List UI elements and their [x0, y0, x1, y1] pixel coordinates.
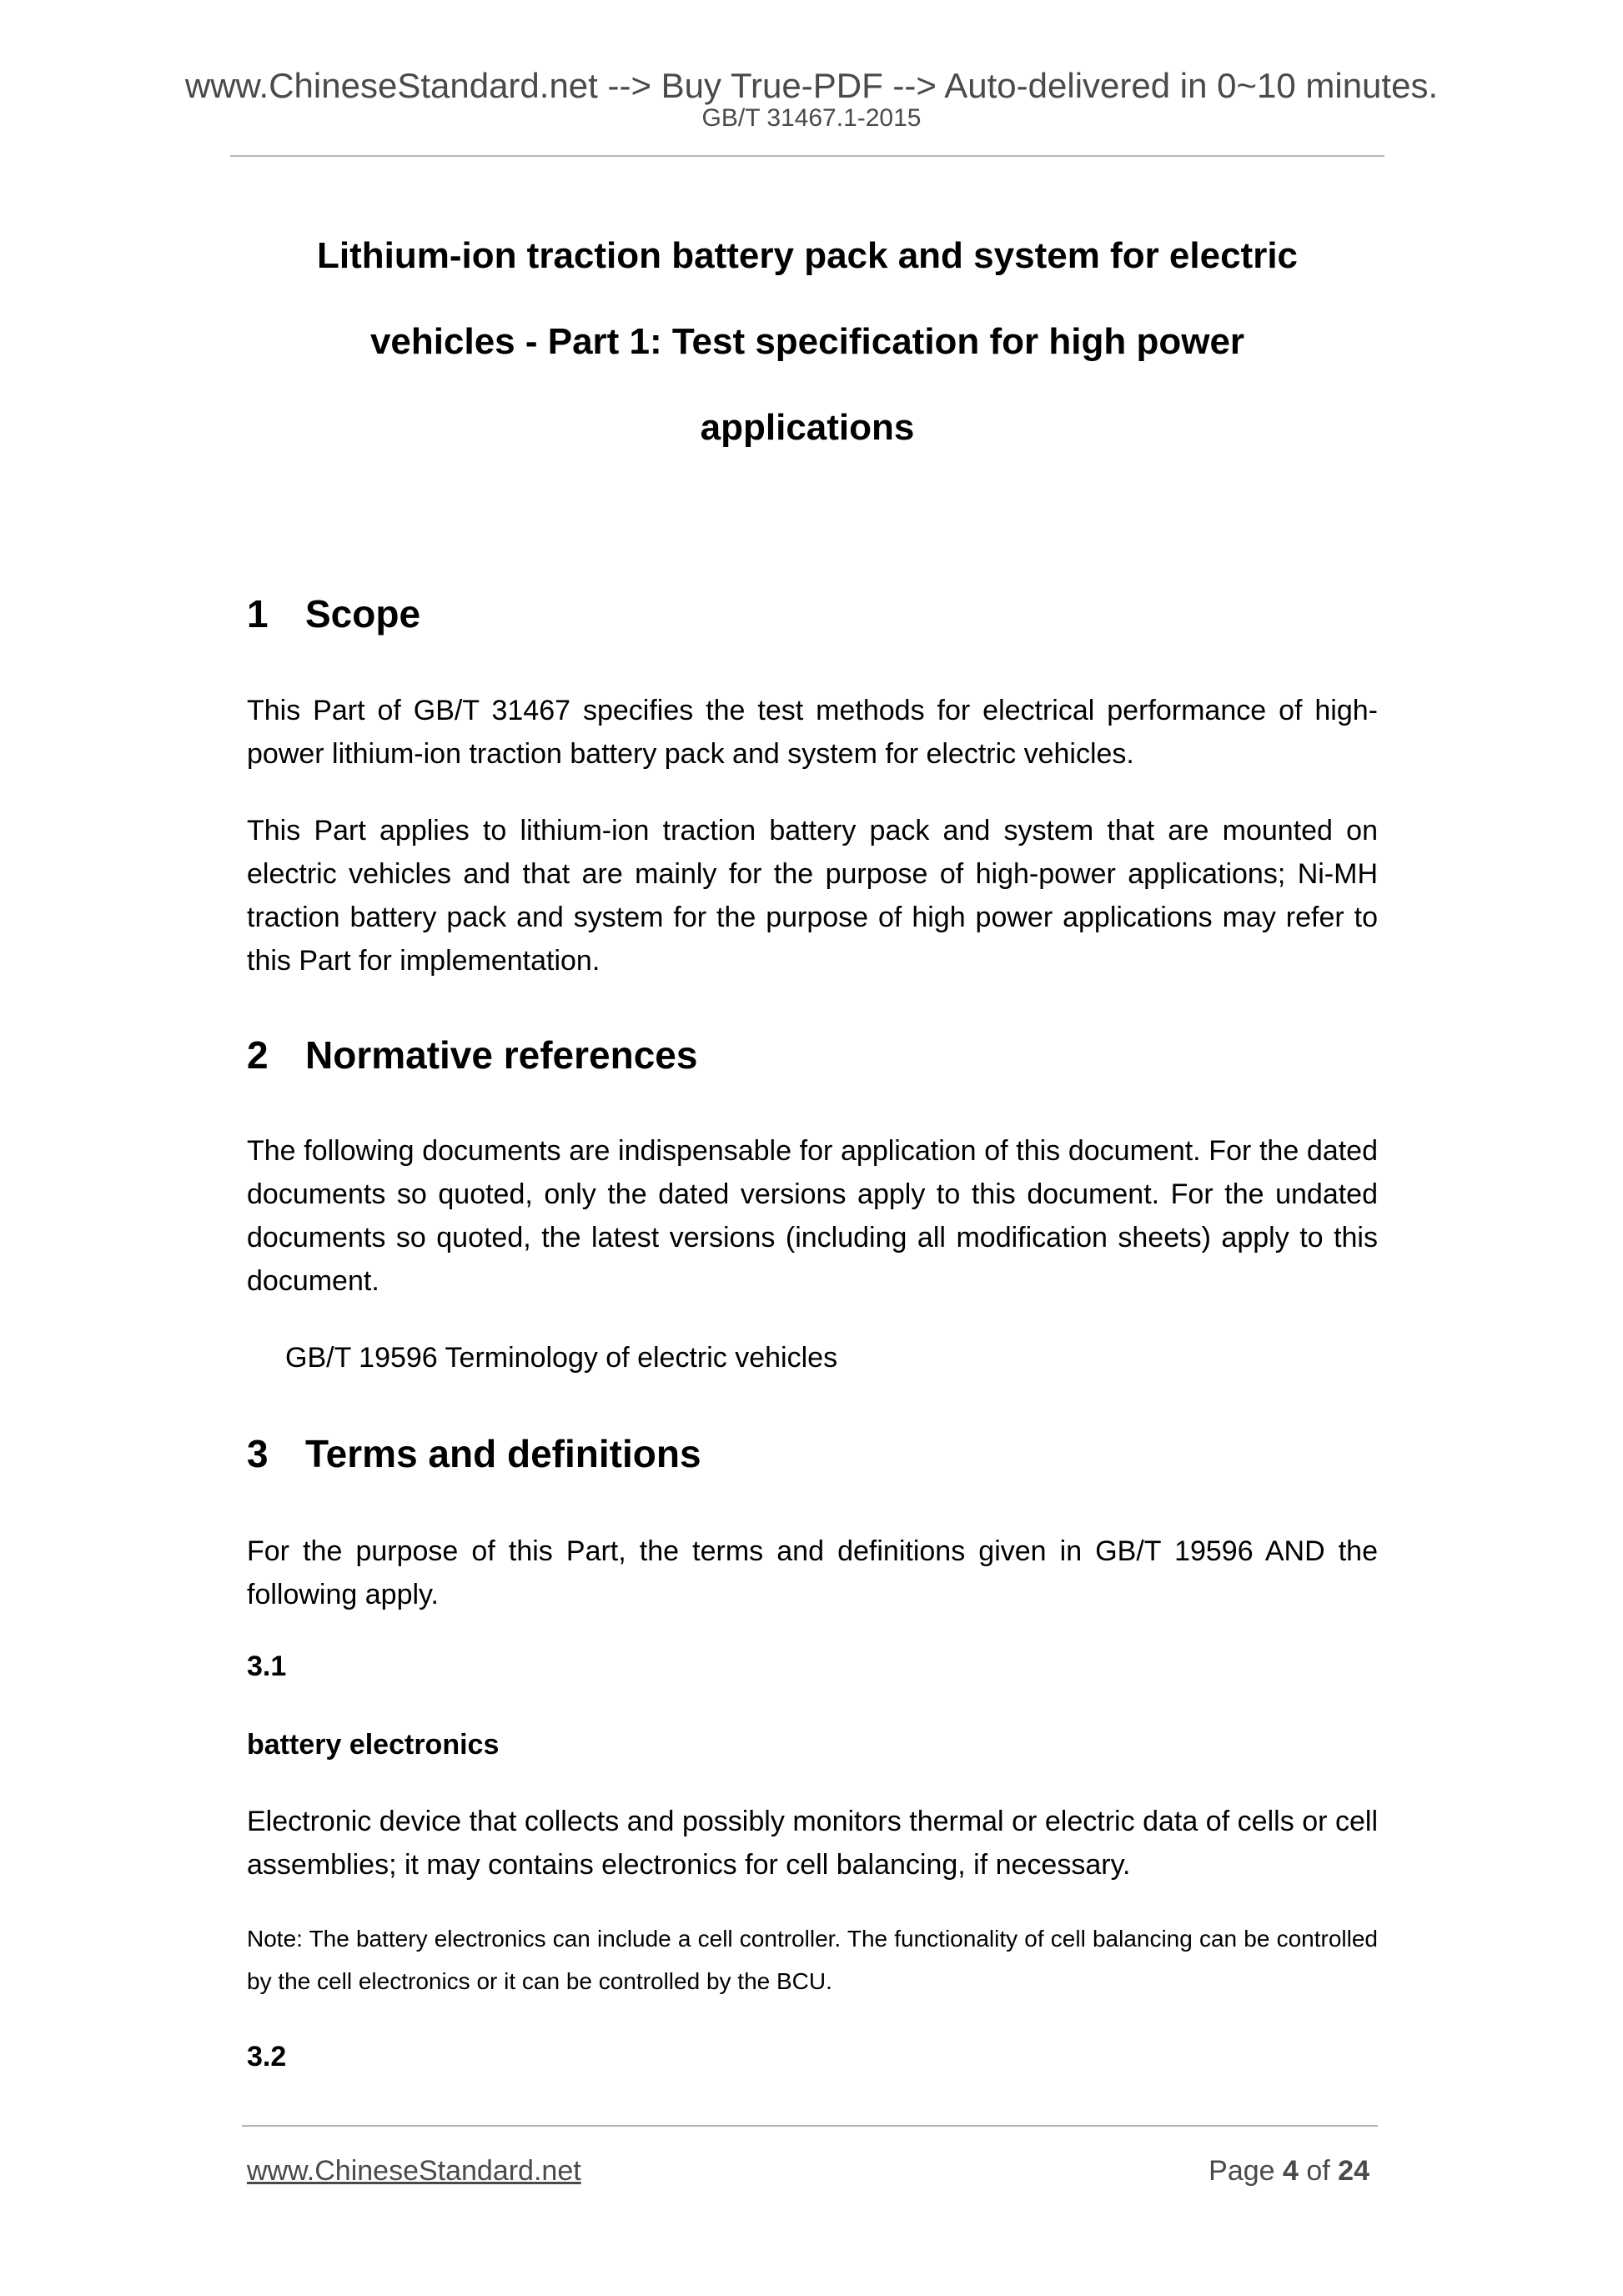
- header-divider: [230, 155, 1384, 157]
- scope-paragraph-1: This Part of GB/T 31467 specifies the test methods for electrical performance of high-power lithium-ion traction battery pack and system for electric vehicles.: [247, 695, 1378, 770]
- section-title: Terms and definitions: [305, 1432, 701, 1475]
- page-current: 4: [1283, 2155, 1299, 2187]
- title-line: Lithium-ion traction battery pack and system for electric: [316, 235, 1299, 276]
- term-note: Note: The battery electronics can include a cell controller. The functionality of cell balancing can be controlled by the cell electronics or it can be controlled by the BCU.: [247, 1926, 1378, 1994]
- title-line: applications: [700, 407, 915, 448]
- document-title: [230, 213, 1384, 470]
- section-heading-normative-references: [247, 1032, 697, 1078]
- section-number: 3: [247, 1432, 269, 1475]
- page-total: 24: [1338, 2155, 1369, 2187]
- term-definition: Electronic device that collects and possibly monitors thermal or electric data of cells or cell assemblies; it may contains electronics for cell balancing, if necessary.: [247, 1806, 1378, 1881]
- section-number: 2: [247, 1033, 269, 1077]
- clause-number: 3.1: [247, 1650, 287, 1682]
- terms-paragraph: For the purpose of this Part, the terms and definitions given in GB/T 19596 AND the following apply.: [247, 1535, 1378, 1610]
- section-number: 1: [247, 592, 269, 636]
- page-prefix: Page: [1208, 2155, 1283, 2187]
- term-name: battery electronics: [247, 1729, 500, 1761]
- section-heading-terms-definitions: [247, 1430, 701, 1477]
- page-of: of: [1298, 2155, 1339, 2187]
- footer-site-link[interactable]: www.ChineseStandard.net: [247, 2155, 581, 2187]
- section-title: Normative references: [305, 1033, 698, 1077]
- standard-code: GB/T 31467.1-2015: [701, 104, 922, 132]
- clause-number: 3.2: [247, 2041, 287, 2072]
- section-title: Scope: [305, 592, 421, 636]
- reference-item: GB/T 19596 Terminology of electric vehicles: [285, 1342, 838, 1374]
- section-heading-scope: [247, 590, 420, 637]
- site-banner: www.ChineseStandard.net --> Buy True-PDF --> Auto-delivered in 0~10 minutes.: [184, 66, 1439, 105]
- normative-paragraph: The following documents are indispensable for application of this document. For the dated documents so quoted, only the dated versions apply to this document. For the undated documents so quoted, the latest versions (including all modification sheets) apply to this document.: [247, 1135, 1378, 1297]
- page-indicator: [1208, 2153, 1369, 2189]
- title-line: vehicles - Part 1: Test specification for high power: [369, 321, 1245, 362]
- footer-divider: [242, 2125, 1378, 2127]
- scope-paragraph-2: This Part applies to lithium-ion traction battery pack and system that are mounted on electric vehicles and that are mainly for the purpose of high-power applications; Ni-MH traction battery pack and system for the purpose of high power applications may refer to this Part for implementation.: [247, 815, 1378, 977]
